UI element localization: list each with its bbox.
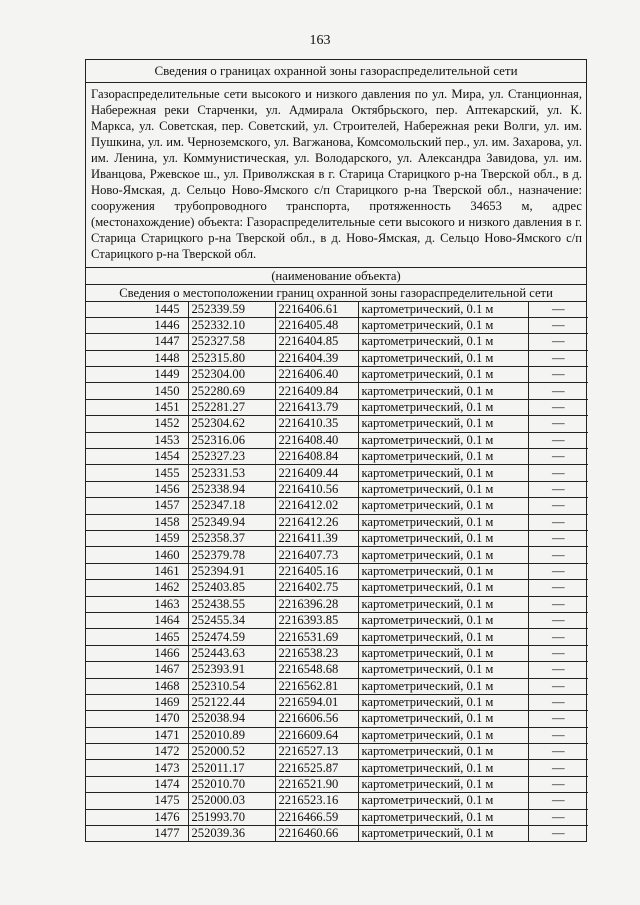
method-cell: картометрический, 0.1 м bbox=[358, 498, 528, 514]
table-row bbox=[86, 432, 588, 448]
point-number-cell: 1448 bbox=[86, 350, 188, 366]
x-coordinate-cell: 252349.94 bbox=[188, 514, 275, 530]
point-number-cell: 1461 bbox=[86, 563, 188, 579]
method-cell: картометрический, 0.1 м bbox=[358, 547, 528, 563]
x-coordinate-cell: 252379.78 bbox=[188, 547, 275, 563]
x-coordinate-cell: 252438.55 bbox=[188, 596, 275, 612]
y-coordinate-cell: 2216407.73 bbox=[275, 547, 358, 563]
table-row bbox=[86, 465, 588, 481]
table-row bbox=[86, 367, 588, 383]
point-number-cell: 1465 bbox=[86, 629, 188, 645]
y-coordinate-cell: 2216606.56 bbox=[275, 711, 358, 727]
y-coordinate-cell: 2216393.85 bbox=[275, 612, 358, 628]
coordinates-table bbox=[86, 302, 588, 842]
table-row bbox=[86, 793, 588, 809]
point-number-cell: 1476 bbox=[86, 809, 188, 825]
note-cell: — bbox=[528, 629, 588, 645]
note-cell: — bbox=[528, 481, 588, 497]
note-cell: — bbox=[528, 809, 588, 825]
method-cell: картометрический, 0.1 м bbox=[358, 350, 528, 366]
x-coordinate-cell: 252474.59 bbox=[188, 629, 275, 645]
note-cell: — bbox=[528, 334, 588, 350]
note-cell: — bbox=[528, 744, 588, 760]
x-coordinate-cell: 252010.89 bbox=[188, 727, 275, 743]
y-coordinate-cell: 2216521.90 bbox=[275, 776, 358, 792]
object-caption: (наименование объекта) bbox=[86, 268, 586, 285]
point-number-cell: 1467 bbox=[86, 662, 188, 678]
x-coordinate-cell: 252000.52 bbox=[188, 744, 275, 760]
method-cell: картометрический, 0.1 м bbox=[358, 711, 528, 727]
x-coordinate-cell: 252331.53 bbox=[188, 465, 275, 481]
x-coordinate-cell: 252011.17 bbox=[188, 760, 275, 776]
x-coordinate-cell: 252304.00 bbox=[188, 367, 275, 383]
table-row bbox=[86, 481, 588, 497]
note-cell: — bbox=[528, 612, 588, 628]
note-cell: — bbox=[528, 350, 588, 366]
method-cell: картометрический, 0.1 м bbox=[358, 580, 528, 596]
method-cell: картометрический, 0.1 м bbox=[358, 793, 528, 809]
x-coordinate-cell: 252338.94 bbox=[188, 481, 275, 497]
point-number-cell: 1475 bbox=[86, 793, 188, 809]
method-cell: картометрический, 0.1 м bbox=[358, 629, 528, 645]
y-coordinate-cell: 2216460.66 bbox=[275, 826, 358, 842]
method-cell: картометрический, 0.1 м bbox=[358, 530, 528, 546]
y-coordinate-cell: 2216531.69 bbox=[275, 629, 358, 645]
table-row bbox=[86, 547, 588, 563]
x-coordinate-cell: 252304.62 bbox=[188, 416, 275, 432]
point-number-cell: 1450 bbox=[86, 383, 188, 399]
y-coordinate-cell: 2216409.84 bbox=[275, 383, 358, 399]
note-cell: — bbox=[528, 514, 588, 530]
y-coordinate-cell: 2216411.39 bbox=[275, 530, 358, 546]
x-coordinate-cell: 252327.58 bbox=[188, 334, 275, 350]
y-coordinate-cell: 2216408.40 bbox=[275, 432, 358, 448]
table-row bbox=[86, 449, 588, 465]
point-number-cell: 1457 bbox=[86, 498, 188, 514]
point-number-cell: 1446 bbox=[86, 317, 188, 333]
point-number-cell: 1453 bbox=[86, 432, 188, 448]
x-coordinate-cell: 252000.03 bbox=[188, 793, 275, 809]
table-row bbox=[86, 776, 588, 792]
note-cell: — bbox=[528, 530, 588, 546]
note-cell: — bbox=[528, 694, 588, 710]
x-coordinate-cell: 252443.63 bbox=[188, 645, 275, 661]
table-row bbox=[86, 826, 588, 842]
note-cell: — bbox=[528, 383, 588, 399]
y-coordinate-cell: 2216402.75 bbox=[275, 580, 358, 596]
method-cell: картометрический, 0.1 м bbox=[358, 596, 528, 612]
table-row bbox=[86, 317, 588, 333]
x-coordinate-cell: 252394.91 bbox=[188, 563, 275, 579]
location-title: Сведения о местоположении границ охранной зоны газораспределительной сети bbox=[86, 285, 586, 302]
point-number-cell: 1456 bbox=[86, 481, 188, 497]
note-cell: — bbox=[528, 302, 588, 318]
point-number-cell: 1451 bbox=[86, 399, 188, 415]
x-coordinate-cell: 252455.34 bbox=[188, 612, 275, 628]
table-row bbox=[86, 629, 588, 645]
point-number-cell: 1470 bbox=[86, 711, 188, 727]
x-coordinate-cell: 252315.80 bbox=[188, 350, 275, 366]
y-coordinate-cell: 2216409.44 bbox=[275, 465, 358, 481]
method-cell: картометрический, 0.1 м bbox=[358, 744, 528, 760]
method-cell: картометрический, 0.1 м bbox=[358, 383, 528, 399]
note-cell: — bbox=[528, 776, 588, 792]
x-coordinate-cell: 252281.27 bbox=[188, 399, 275, 415]
object-description: Газораспределительные сети высокого и низкого давления по ул. Мира, ул. Станционная, Набережная реки Старченки, ул. Адмирала Октябрьского, пер. Аптекарский, ул. К. Маркса, ул. Советская, пер. Советский, ул. Строителей, Набережная реки Волги, ул. им. Пушкина, ул. им. Черноземского, ул. Вагжанова, Комсомольский пер., ул. им. Захарова, ул. им. Ленина, ул. Коммунистическая, ул. Володарского, ул. Александра Завидова, ул. им. Иванцова, Ржевское ш., ул. Приволжская в г. Старица Старицкого р-на Тверской обл., в д. Ново-Ямская, д. Сельцо Ново-Ямского с/п Старицкого р-на Тверской обл., назначение: сооружения трубопроводного транспорта, протяженность 34653 м, адрес (местонахождение) объекта: Газораспределительные сети высокого и низкого давления в г. Старица Старицкого р-на Тверской обл., в д. Ново-Ямская, д. Сельцо Ново-Ямского с/п Старицкого р-на Тверской обл. bbox=[86, 83, 586, 268]
note-cell: — bbox=[528, 711, 588, 727]
method-cell: картометрический, 0.1 м bbox=[358, 514, 528, 530]
y-coordinate-cell: 2216396.28 bbox=[275, 596, 358, 612]
point-number-cell: 1459 bbox=[86, 530, 188, 546]
note-cell: — bbox=[528, 449, 588, 465]
x-coordinate-cell: 252339.59 bbox=[188, 302, 275, 318]
x-coordinate-cell: 252316.06 bbox=[188, 432, 275, 448]
y-coordinate-cell: 2216406.40 bbox=[275, 367, 358, 383]
point-number-cell: 1474 bbox=[86, 776, 188, 792]
y-coordinate-cell: 2216410.56 bbox=[275, 481, 358, 497]
x-coordinate-cell: 252403.85 bbox=[188, 580, 275, 596]
table-row bbox=[86, 399, 588, 415]
point-number-cell: 1460 bbox=[86, 547, 188, 563]
point-number-cell: 1477 bbox=[86, 826, 188, 842]
section-title: Сведения о границах охранной зоны газораспределительной сети bbox=[86, 60, 586, 83]
y-coordinate-cell: 2216548.68 bbox=[275, 662, 358, 678]
table-row bbox=[86, 612, 588, 628]
point-number-cell: 1468 bbox=[86, 678, 188, 694]
x-coordinate-cell: 252280.69 bbox=[188, 383, 275, 399]
x-coordinate-cell: 252347.18 bbox=[188, 498, 275, 514]
y-coordinate-cell: 2216408.84 bbox=[275, 449, 358, 465]
point-number-cell: 1452 bbox=[86, 416, 188, 432]
note-cell: — bbox=[528, 416, 588, 432]
note-cell: — bbox=[528, 760, 588, 776]
table-row bbox=[86, 302, 588, 318]
point-number-cell: 1463 bbox=[86, 596, 188, 612]
table-row bbox=[86, 350, 588, 366]
table-row bbox=[86, 662, 588, 678]
note-cell: — bbox=[528, 399, 588, 415]
x-coordinate-cell: 252122.44 bbox=[188, 694, 275, 710]
method-cell: картометрический, 0.1 м bbox=[358, 334, 528, 350]
y-coordinate-cell: 2216594.01 bbox=[275, 694, 358, 710]
y-coordinate-cell: 2216412.02 bbox=[275, 498, 358, 514]
method-cell: картометрический, 0.1 м bbox=[358, 465, 528, 481]
x-coordinate-cell: 252327.23 bbox=[188, 449, 275, 465]
y-coordinate-cell: 2216404.85 bbox=[275, 334, 358, 350]
y-coordinate-cell: 2216405.16 bbox=[275, 563, 358, 579]
note-cell: — bbox=[528, 367, 588, 383]
table-row bbox=[86, 530, 588, 546]
table-row bbox=[86, 809, 588, 825]
note-cell: — bbox=[528, 727, 588, 743]
note-cell: — bbox=[528, 498, 588, 514]
method-cell: картометрический, 0.1 м bbox=[358, 367, 528, 383]
table-row bbox=[86, 514, 588, 530]
note-cell: — bbox=[528, 547, 588, 563]
method-cell: картометрический, 0.1 м bbox=[358, 678, 528, 694]
point-number-cell: 1472 bbox=[86, 744, 188, 760]
method-cell: картометрический, 0.1 м bbox=[358, 760, 528, 776]
note-cell: — bbox=[528, 645, 588, 661]
coordinates-table-body bbox=[86, 302, 588, 842]
point-number-cell: 1445 bbox=[86, 302, 188, 318]
y-coordinate-cell: 2216538.23 bbox=[275, 645, 358, 661]
method-cell: картометрический, 0.1 м bbox=[358, 694, 528, 710]
table-row bbox=[86, 760, 588, 776]
boundary-document-table bbox=[85, 59, 587, 842]
method-cell: картометрический, 0.1 м bbox=[358, 645, 528, 661]
table-row bbox=[86, 563, 588, 579]
y-coordinate-cell: 2216412.26 bbox=[275, 514, 358, 530]
y-coordinate-cell: 2216405.48 bbox=[275, 317, 358, 333]
point-number-cell: 1473 bbox=[86, 760, 188, 776]
x-coordinate-cell: 252038.94 bbox=[188, 711, 275, 727]
method-cell: картометрический, 0.1 м bbox=[358, 416, 528, 432]
table-row bbox=[86, 744, 588, 760]
method-cell: картометрический, 0.1 м bbox=[358, 317, 528, 333]
note-cell: — bbox=[528, 563, 588, 579]
table-row bbox=[86, 727, 588, 743]
point-number-cell: 1462 bbox=[86, 580, 188, 596]
point-number-cell: 1466 bbox=[86, 645, 188, 661]
method-cell: картометрический, 0.1 м bbox=[358, 776, 528, 792]
method-cell: картометрический, 0.1 м bbox=[358, 432, 528, 448]
y-coordinate-cell: 2216562.81 bbox=[275, 678, 358, 694]
table-row bbox=[86, 383, 588, 399]
table-row bbox=[86, 596, 588, 612]
x-coordinate-cell: 252393.91 bbox=[188, 662, 275, 678]
y-coordinate-cell: 2216406.61 bbox=[275, 302, 358, 318]
x-coordinate-cell: 252310.54 bbox=[188, 678, 275, 694]
method-cell: картометрический, 0.1 м bbox=[358, 481, 528, 497]
note-cell: — bbox=[528, 580, 588, 596]
point-number-cell: 1454 bbox=[86, 449, 188, 465]
y-coordinate-cell: 2216525.87 bbox=[275, 760, 358, 776]
method-cell: картометрический, 0.1 м bbox=[358, 826, 528, 842]
y-coordinate-cell: 2216410.35 bbox=[275, 416, 358, 432]
y-coordinate-cell: 2216404.39 bbox=[275, 350, 358, 366]
table-row bbox=[86, 498, 588, 514]
table-row bbox=[86, 678, 588, 694]
note-cell: — bbox=[528, 793, 588, 809]
table-row bbox=[86, 580, 588, 596]
point-number-cell: 1455 bbox=[86, 465, 188, 481]
point-number-cell: 1471 bbox=[86, 727, 188, 743]
table-row bbox=[86, 694, 588, 710]
note-cell: — bbox=[528, 826, 588, 842]
point-number-cell: 1458 bbox=[86, 514, 188, 530]
table-row bbox=[86, 334, 588, 350]
method-cell: картометрический, 0.1 м bbox=[358, 449, 528, 465]
x-coordinate-cell: 252358.37 bbox=[188, 530, 275, 546]
note-cell: — bbox=[528, 662, 588, 678]
y-coordinate-cell: 2216609.64 bbox=[275, 727, 358, 743]
note-cell: — bbox=[528, 317, 588, 333]
method-cell: картометрический, 0.1 м bbox=[358, 727, 528, 743]
point-number-cell: 1464 bbox=[86, 612, 188, 628]
page-number: 163 bbox=[309, 33, 331, 48]
method-cell: картометрический, 0.1 м bbox=[358, 612, 528, 628]
y-coordinate-cell: 2216523.16 bbox=[275, 793, 358, 809]
method-cell: картометрический, 0.1 м bbox=[358, 563, 528, 579]
x-coordinate-cell: 251993.70 bbox=[188, 809, 275, 825]
x-coordinate-cell: 252010.70 bbox=[188, 776, 275, 792]
y-coordinate-cell: 2216527.13 bbox=[275, 744, 358, 760]
x-coordinate-cell: 252332.10 bbox=[188, 317, 275, 333]
note-cell: — bbox=[528, 678, 588, 694]
note-cell: — bbox=[528, 432, 588, 448]
method-cell: картометрический, 0.1 м bbox=[358, 399, 528, 415]
point-number-cell: 1449 bbox=[86, 367, 188, 383]
point-number-cell: 1447 bbox=[86, 334, 188, 350]
table-row bbox=[86, 645, 588, 661]
table-row bbox=[86, 416, 588, 432]
y-coordinate-cell: 2216413.79 bbox=[275, 399, 358, 415]
note-cell: — bbox=[528, 596, 588, 612]
point-number-cell: 1469 bbox=[86, 694, 188, 710]
y-coordinate-cell: 2216466.59 bbox=[275, 809, 358, 825]
method-cell: картометрический, 0.1 м bbox=[358, 662, 528, 678]
x-coordinate-cell: 252039.36 bbox=[188, 826, 275, 842]
method-cell: картометрический, 0.1 м bbox=[358, 809, 528, 825]
method-cell: картометрический, 0.1 м bbox=[358, 302, 528, 318]
table-row bbox=[86, 711, 588, 727]
note-cell: — bbox=[528, 465, 588, 481]
